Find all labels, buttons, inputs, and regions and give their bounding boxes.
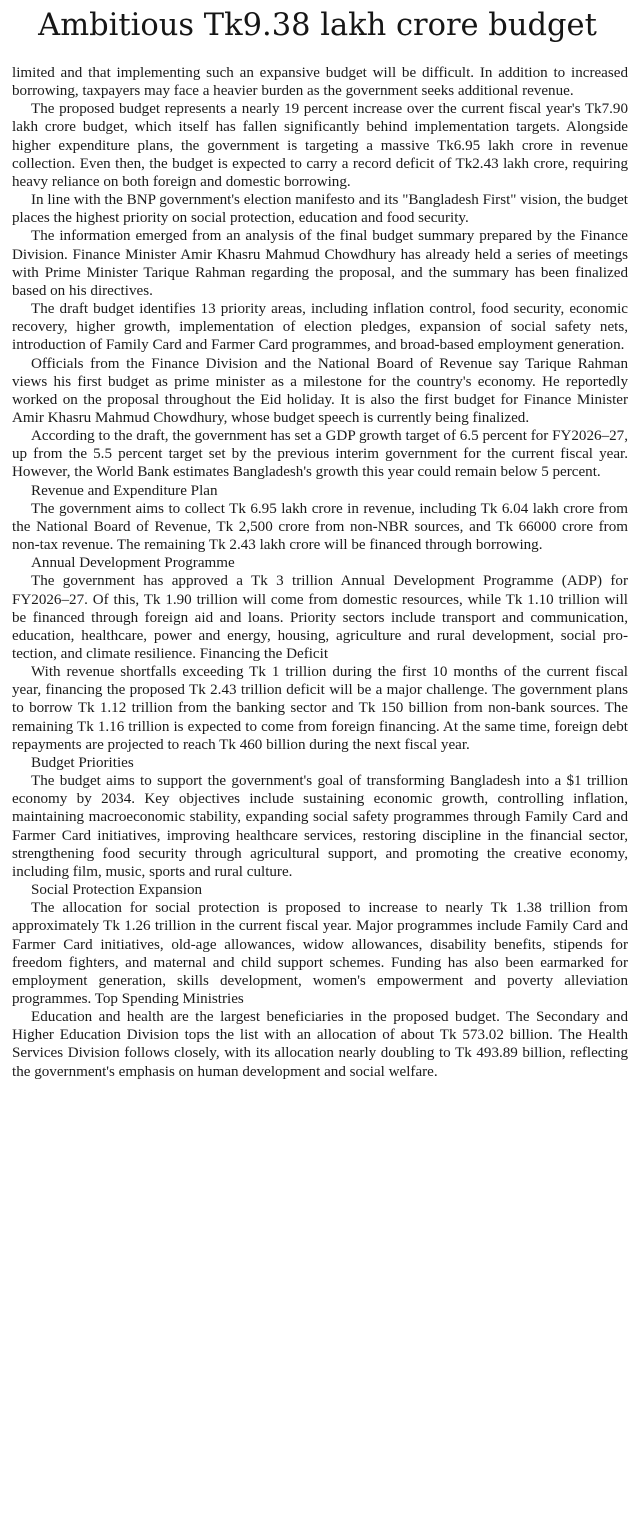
article-paragraph: The information emerged from an analysis of the final budget summary prepared by the Finance Division. Finance Minister Amir Khasru Mahmud Chowdhury has already held a series of meetings with Prime Minister Tarique Rahman regarding the proposal, and the summary has been finalized based on his directives. <box>12 228 628 299</box>
article-paragraph: With revenue shortfalls exceeding Tk 1 trillion during the first 10 months of the current fiscal year, financing the proposed Tk 2.43 trillion deficit will be a major challenge. The government plans to borrow Tk 1.12 trillion from the banking sector and Tk 150 billion from non-bank sources. The remaining Tk 1.16 trillion is expected to come from foreign financing. At the same time, foreign debt repayments are projected to reach Tk 460 billion during the next fiscal year. <box>12 664 628 753</box>
article-paragraph: The proposed budget represents a nearly 19 percent increase over the current fiscal year's Tk7.90 lakh crore budget, which itself has fallen significantly behind implementation targets. Alongside higher expenditure plans, the government is targeting a massive Tk6.95 lakh crore in revenue collection. Even then, the budget is expected to carry a record deficit of Tk2.43 lakh crore, requiring heavy reliance on both foreign and domestic borrowing. <box>12 101 628 190</box>
section-subheading: Budget Priorities <box>31 754 134 771</box>
article-paragraph: The allocation for social protection is proposed to increase to nearly Tk 1.38 trillion from approximately Tk 1.26 trillion in the current fiscal year. Major programmes include Family Card and Farmer Card initiatives, old-age allowances, widow allowances, disability benefits, stipends for freedom fighters, and maternal and child support schemes. Funding has also been earmarked for employment generation, skills development, women's empowerment and poverty alleviation programmes. Top Spending Ministries <box>12 900 628 1007</box>
article-paragraph: According to the draft, the government has set a GDP growth target of 6.5 percent for FY2026–27, up from the 5.5 percent target set by the previous interim government for the current fiscal year. However, the World Bank estimates Bangladesh's growth this year could remain below 5 percent. <box>12 428 628 481</box>
section-subheading: Social Protection Expansion <box>31 882 203 899</box>
article-paragraph: limited and that implementing such an expansive budget will be difficult. In addition to increased borrowing, taxpayers may face a heavier burden as the government seeks additional revenue. <box>12 65 628 100</box>
section-subheading: Revenue and Expenditure Plan <box>31 482 218 499</box>
article-body <box>12 64 628 1081</box>
article-paragraph: In line with the BNP government's election manifesto and its "Bangladesh First" vision, the budget places the highest priority on social protection, education and food security. <box>12 192 628 227</box>
article-paragraph: Officials from the Finance Division and the National Board of Revenue say Tarique Rahman views his first budget as prime minister as a milestone for the country's economy. He reportedly worked on the proposal throughout the Eid holiday. It is also the first budget for Finance Minister Amir Khasru Mahmud Chowdhury, whose budget speech is currently being finalized. <box>12 355 628 426</box>
section-subheading: Annual Development Programme <box>31 555 235 572</box>
headline: Ambitious Tk9.38 lakh crore budget <box>38 8 597 43</box>
article-paragraph: The budget aims to support the government's goal of transforming Bangladesh into a $1 trillion economy by 2034. Key objectives include sustaining economic growth, controlling inflation, maintaining macroeconomic stability, expanding social safety programmes through Family Card and Farmer Card initiatives, improving healthcare services, restoring discipline in the financial sector, strengthening food security through agricultural support, and promoting the creative economy, including film, music, sports and rural culture. <box>12 773 628 880</box>
article-paragraph: The government aims to collect Tk 6.95 lakh crore in revenue, including Tk 6.04 lakh crore from the National Board of Revenue, Tk 2,500 crore from non-NBR sources, and Tk 66000 crore from non-tax revenue. The remaining Tk 2.43 lakh crore will be financed through borrowing. <box>12 500 628 554</box>
article-paragraph: The government has approved a Tk 3 trillion Annual Development Programme (ADP) for FY2026–27. Of this, Tk 1.90 trillion will come from domestic resources, while Tk 1.10 trillion will be financed through foreign aid and loans. Priority sectors include transport and communication, education, healthcare, power and energy, housing, agriculture and rural development, social protection, and climate resilience. Financing the Deficit <box>12 573 628 662</box>
article-paragraph: Education and health are the largest beneficiaries in the proposed budget. The Secondary and Higher Education Division tops the list with an allocation of about Tk 573.02 billion. The Health Services Division follows closely, with its allocation nearly doubling to Tk 493.89 billion, reflecting the government's emphasis on human development and social welfare. <box>12 1009 628 1080</box>
article-paragraph: The draft budget identifies 13 priority areas, including inflation control, food security, economic recovery, higher growth, implementation of election pledges, expansion of social safety nets, introduction of Family Card and Farmer Card programmes, and broad-based employment generation. <box>12 301 628 354</box>
